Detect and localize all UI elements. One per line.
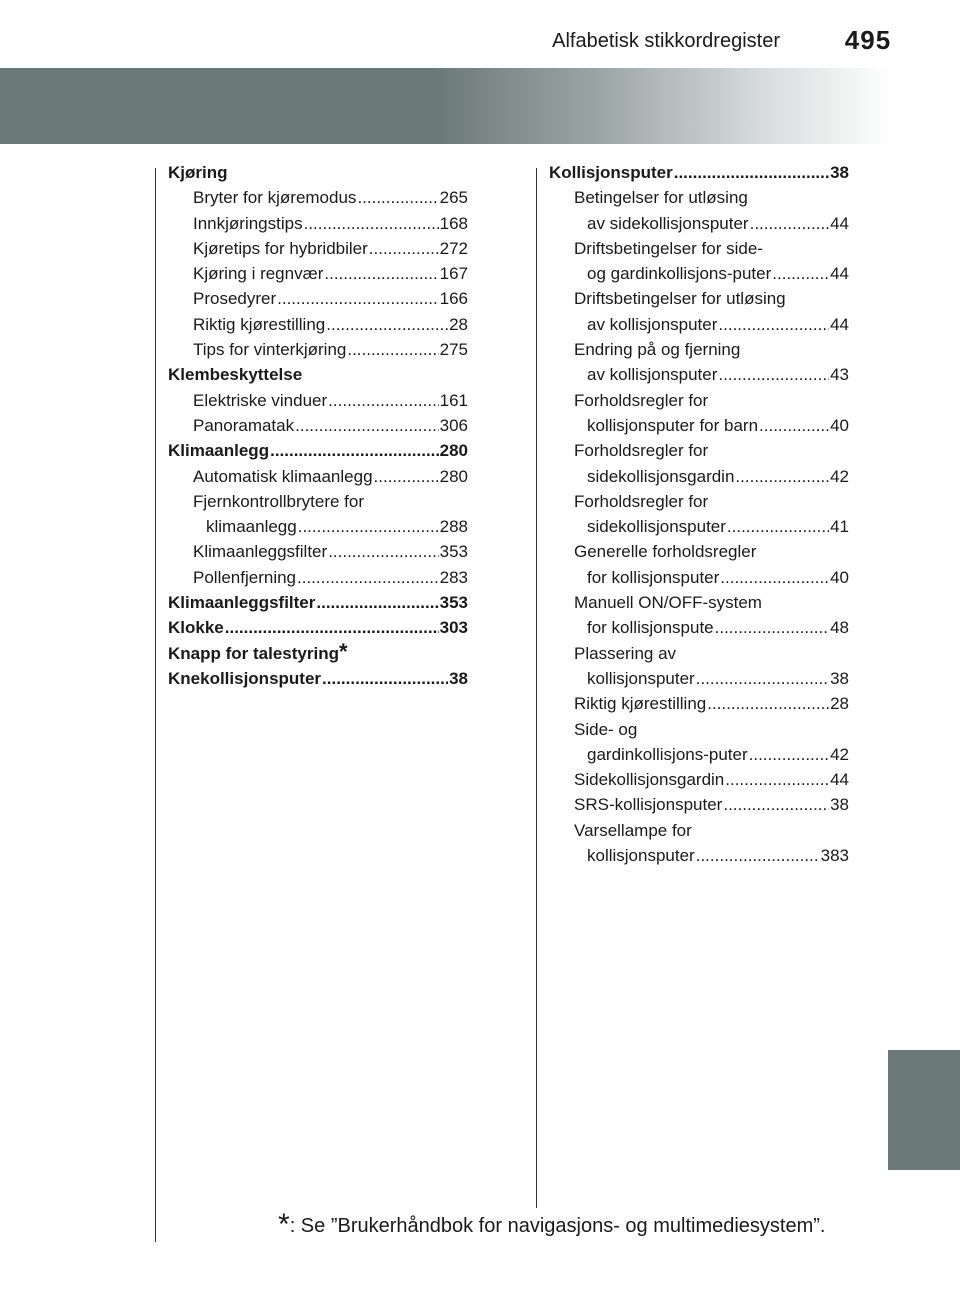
page-reference: 353	[439, 542, 468, 562]
entry-term: Betingelser for utløsing	[574, 188, 748, 208]
page-reference: 42	[830, 466, 849, 486]
entry-term: og gardinkollisjons-puter	[587, 264, 772, 284]
index-entry	[168, 489, 468, 514]
entry-term: sidekollisjonsgardin	[587, 466, 735, 486]
dot-leader	[225, 615, 439, 640]
page-reference: 38	[830, 163, 849, 182]
index-entry	[549, 767, 849, 792]
dot-leader	[322, 666, 448, 691]
page-reference: 44	[830, 213, 849, 233]
dot-leader	[357, 185, 438, 210]
index-entry	[168, 312, 468, 337]
index-entry	[549, 185, 849, 210]
entry-term: Fjernkontrollbrytere for	[193, 491, 365, 511]
entry-term: Prosedyrer	[193, 289, 277, 309]
entry-term: kollisjonsputer	[587, 846, 695, 866]
index-entry	[168, 236, 468, 261]
entry-term: Tips for vinterkjøring	[193, 340, 347, 360]
page-reference: 166	[439, 289, 468, 309]
entry-term: Klembeskyttelse	[168, 365, 303, 385]
chapter-tab	[888, 1050, 960, 1170]
index-entry	[168, 615, 468, 640]
dot-leader	[324, 261, 438, 286]
entry-term: Kjøring i regnvær	[193, 264, 324, 284]
index-entry	[168, 565, 468, 590]
entry-term: av sidekollisjonsputer	[587, 213, 749, 233]
section-title: Alfabetisk stikkordregister	[552, 30, 780, 52]
index-entry	[168, 185, 468, 210]
entry-term: Generelle forholdsregler	[574, 542, 757, 562]
entry-term: kollisjonsputer	[587, 668, 695, 688]
entry-term: Riktig kjørestilling	[574, 694, 707, 714]
index-entry	[549, 438, 849, 463]
dot-leader	[326, 312, 448, 337]
footnote-text: : Se ”Brukerhåndbok for navigasjons- og multimediesystem”.	[289, 1215, 826, 1237]
index-entry	[549, 590, 849, 615]
index-entry	[168, 211, 468, 236]
entry-term: Driftsbetingelser for utløsing	[574, 289, 786, 309]
dot-leader	[750, 211, 829, 236]
entry-term: Sidekollisjonsgardin	[574, 770, 725, 790]
index-entry	[168, 261, 468, 286]
index-entry	[168, 514, 468, 539]
dot-leader	[735, 464, 829, 489]
page-reference: 40	[830, 415, 849, 435]
footnote-mark: *	[278, 1208, 290, 1241]
dot-leader	[328, 388, 438, 413]
page-reference: 28	[449, 314, 468, 334]
index-entry	[549, 337, 849, 362]
dot-leader	[749, 742, 829, 767]
page-reference: 383	[820, 846, 849, 866]
page-reference: 41	[830, 517, 849, 537]
page-number: 495	[808, 22, 928, 58]
index-entry	[549, 464, 849, 489]
entry-term: Forholdsregler for	[574, 441, 709, 461]
page-reference: 38	[449, 668, 468, 688]
entry-term: gardinkollisjons-puter	[587, 744, 748, 764]
index-column-left	[168, 160, 468, 691]
entry-term: Kjøring	[168, 163, 228, 182]
column-divider-middle	[536, 168, 537, 1208]
page-reference: 40	[830, 567, 849, 587]
entry-term: Klimaanleggsfilter	[193, 542, 328, 562]
page-reference: 44	[830, 314, 849, 334]
entry-term: Panoramatak	[193, 415, 295, 435]
dot-leader	[715, 615, 829, 640]
index-entry	[168, 286, 468, 311]
index-entry	[549, 261, 849, 286]
dot-leader	[696, 843, 820, 868]
dot-leader	[723, 792, 829, 817]
entry-term: Side- og	[574, 719, 638, 739]
dot-leader	[347, 337, 438, 362]
entry-term: Klimaanlegg	[168, 441, 270, 461]
dot-leader	[707, 691, 829, 716]
index-entry	[549, 818, 849, 843]
entry-term: Klokke	[168, 618, 224, 638]
dot-leader	[374, 464, 439, 489]
index-entry	[549, 312, 849, 337]
dot-leader	[772, 261, 829, 286]
index-entry	[549, 843, 849, 868]
index-entry	[168, 438, 468, 463]
index-entry	[168, 666, 468, 691]
index-entry	[168, 539, 468, 564]
page-reference: 161	[439, 390, 468, 410]
index-entry	[549, 160, 849, 185]
index-entry	[549, 489, 849, 514]
page-reference: 288	[439, 517, 468, 537]
entry-term: kollisjonsputer for barn	[587, 415, 759, 435]
page-reference: 265	[439, 188, 468, 208]
page-reference: 38	[830, 795, 849, 815]
index-entry	[168, 337, 468, 362]
entry-term: Elektriske vinduer	[193, 390, 328, 410]
entry-term: Driftsbetingelser for side-	[574, 238, 763, 258]
index-entry	[549, 717, 849, 742]
index-entry	[168, 160, 468, 185]
index-entry	[549, 211, 849, 236]
page-reference: 275	[439, 340, 468, 360]
index-entry	[549, 792, 849, 817]
index-entry	[549, 286, 849, 311]
dot-leader	[718, 312, 829, 337]
entry-term: Kjøretips for hybridbiler	[193, 238, 368, 258]
footnote	[278, 1208, 825, 1242]
entry-term: Pollenfjerning	[193, 567, 297, 587]
page-reference: 28	[830, 694, 849, 714]
index-entry	[549, 565, 849, 590]
index-entry	[168, 590, 468, 615]
index-entry	[549, 615, 849, 640]
index-entry	[168, 464, 468, 489]
entry-term: Kollisjonsputer	[549, 163, 673, 182]
entry-term: Manuell ON/OFF-system	[574, 593, 762, 613]
entry-term: SRS-kollisjonsputer	[574, 795, 723, 815]
dot-leader	[696, 666, 829, 691]
dot-leader	[720, 565, 829, 590]
dot-leader	[328, 539, 438, 564]
index-entry: Knapp for talestyring *	[168, 641, 468, 666]
page-reference: 353	[439, 593, 468, 613]
entry-term: Forholdsregler for	[574, 491, 709, 511]
index-entry	[549, 514, 849, 539]
index-entry	[549, 413, 849, 438]
page-reference: 38	[830, 668, 849, 688]
dot-leader	[727, 514, 829, 539]
entry-term: Innkjøringstips	[193, 213, 303, 233]
index-column-right	[549, 160, 849, 868]
page-reference: 272	[439, 238, 468, 258]
entry-term: Klimaanleggsfilter	[168, 593, 316, 613]
dot-leader	[674, 160, 829, 185]
entry-term: sidekollisjonsputer	[587, 517, 726, 537]
page-reference: 42	[830, 744, 849, 764]
page-reference: 303	[439, 618, 468, 638]
index-entry	[549, 666, 849, 691]
page-reference: 48	[830, 618, 849, 638]
dot-leader	[295, 413, 439, 438]
column-divider-left	[155, 168, 156, 1242]
dot-leader	[304, 211, 439, 236]
page-reference: 167	[439, 264, 468, 284]
page-reference: 280	[439, 466, 468, 486]
entry-term: Bryter for kjøremodus	[193, 188, 357, 208]
index-entry	[549, 236, 849, 261]
dot-leader	[725, 767, 829, 792]
index-entry	[549, 742, 849, 767]
dot-leader	[298, 514, 439, 539]
entry-term: Varsellampe for	[574, 820, 692, 840]
index-entry	[168, 388, 468, 413]
dot-leader	[759, 413, 829, 438]
index-entry	[549, 388, 849, 413]
dot-leader	[297, 565, 439, 590]
entry-term: Riktig kjørestilling	[193, 314, 326, 334]
dot-leader	[369, 236, 439, 261]
index-entry	[549, 641, 849, 666]
entry-term: av kollisjonsputer	[587, 314, 718, 334]
page-reference: 280	[439, 441, 468, 461]
index-entry	[168, 413, 468, 438]
entry-term: klimaanlegg	[206, 517, 297, 537]
entry-term: Forholdsregler for	[574, 390, 709, 410]
index-entry	[168, 362, 468, 387]
entry-term: Plassering av	[574, 643, 677, 663]
entry-term: Endring på og fjerning	[574, 340, 741, 360]
entry-term: Automatisk klimaanlegg	[193, 466, 373, 486]
dot-leader	[316, 590, 438, 615]
dot-leader	[718, 362, 829, 387]
entry-term: for kollisjonspute	[587, 618, 714, 638]
entry-term: Knapp for talestyring	[168, 643, 339, 663]
dot-leader	[277, 286, 438, 311]
header-banner	[0, 68, 960, 144]
page-reference: 44	[830, 770, 849, 790]
page-reference: 168	[439, 213, 468, 233]
page-reference: 44	[830, 264, 849, 284]
page-header	[0, 0, 960, 144]
page-reference: 43	[830, 365, 849, 385]
entry-term: for kollisjonsputer	[587, 567, 720, 587]
entry-term: av kollisjonsputer	[587, 365, 718, 385]
index-entry	[549, 362, 849, 387]
index-entry	[549, 691, 849, 716]
entry-term: Knekollisjonsputer	[168, 668, 322, 688]
page-reference: 306	[439, 415, 468, 435]
dot-leader	[270, 438, 439, 463]
page-reference: 283	[439, 567, 468, 587]
index-entry	[549, 539, 849, 564]
